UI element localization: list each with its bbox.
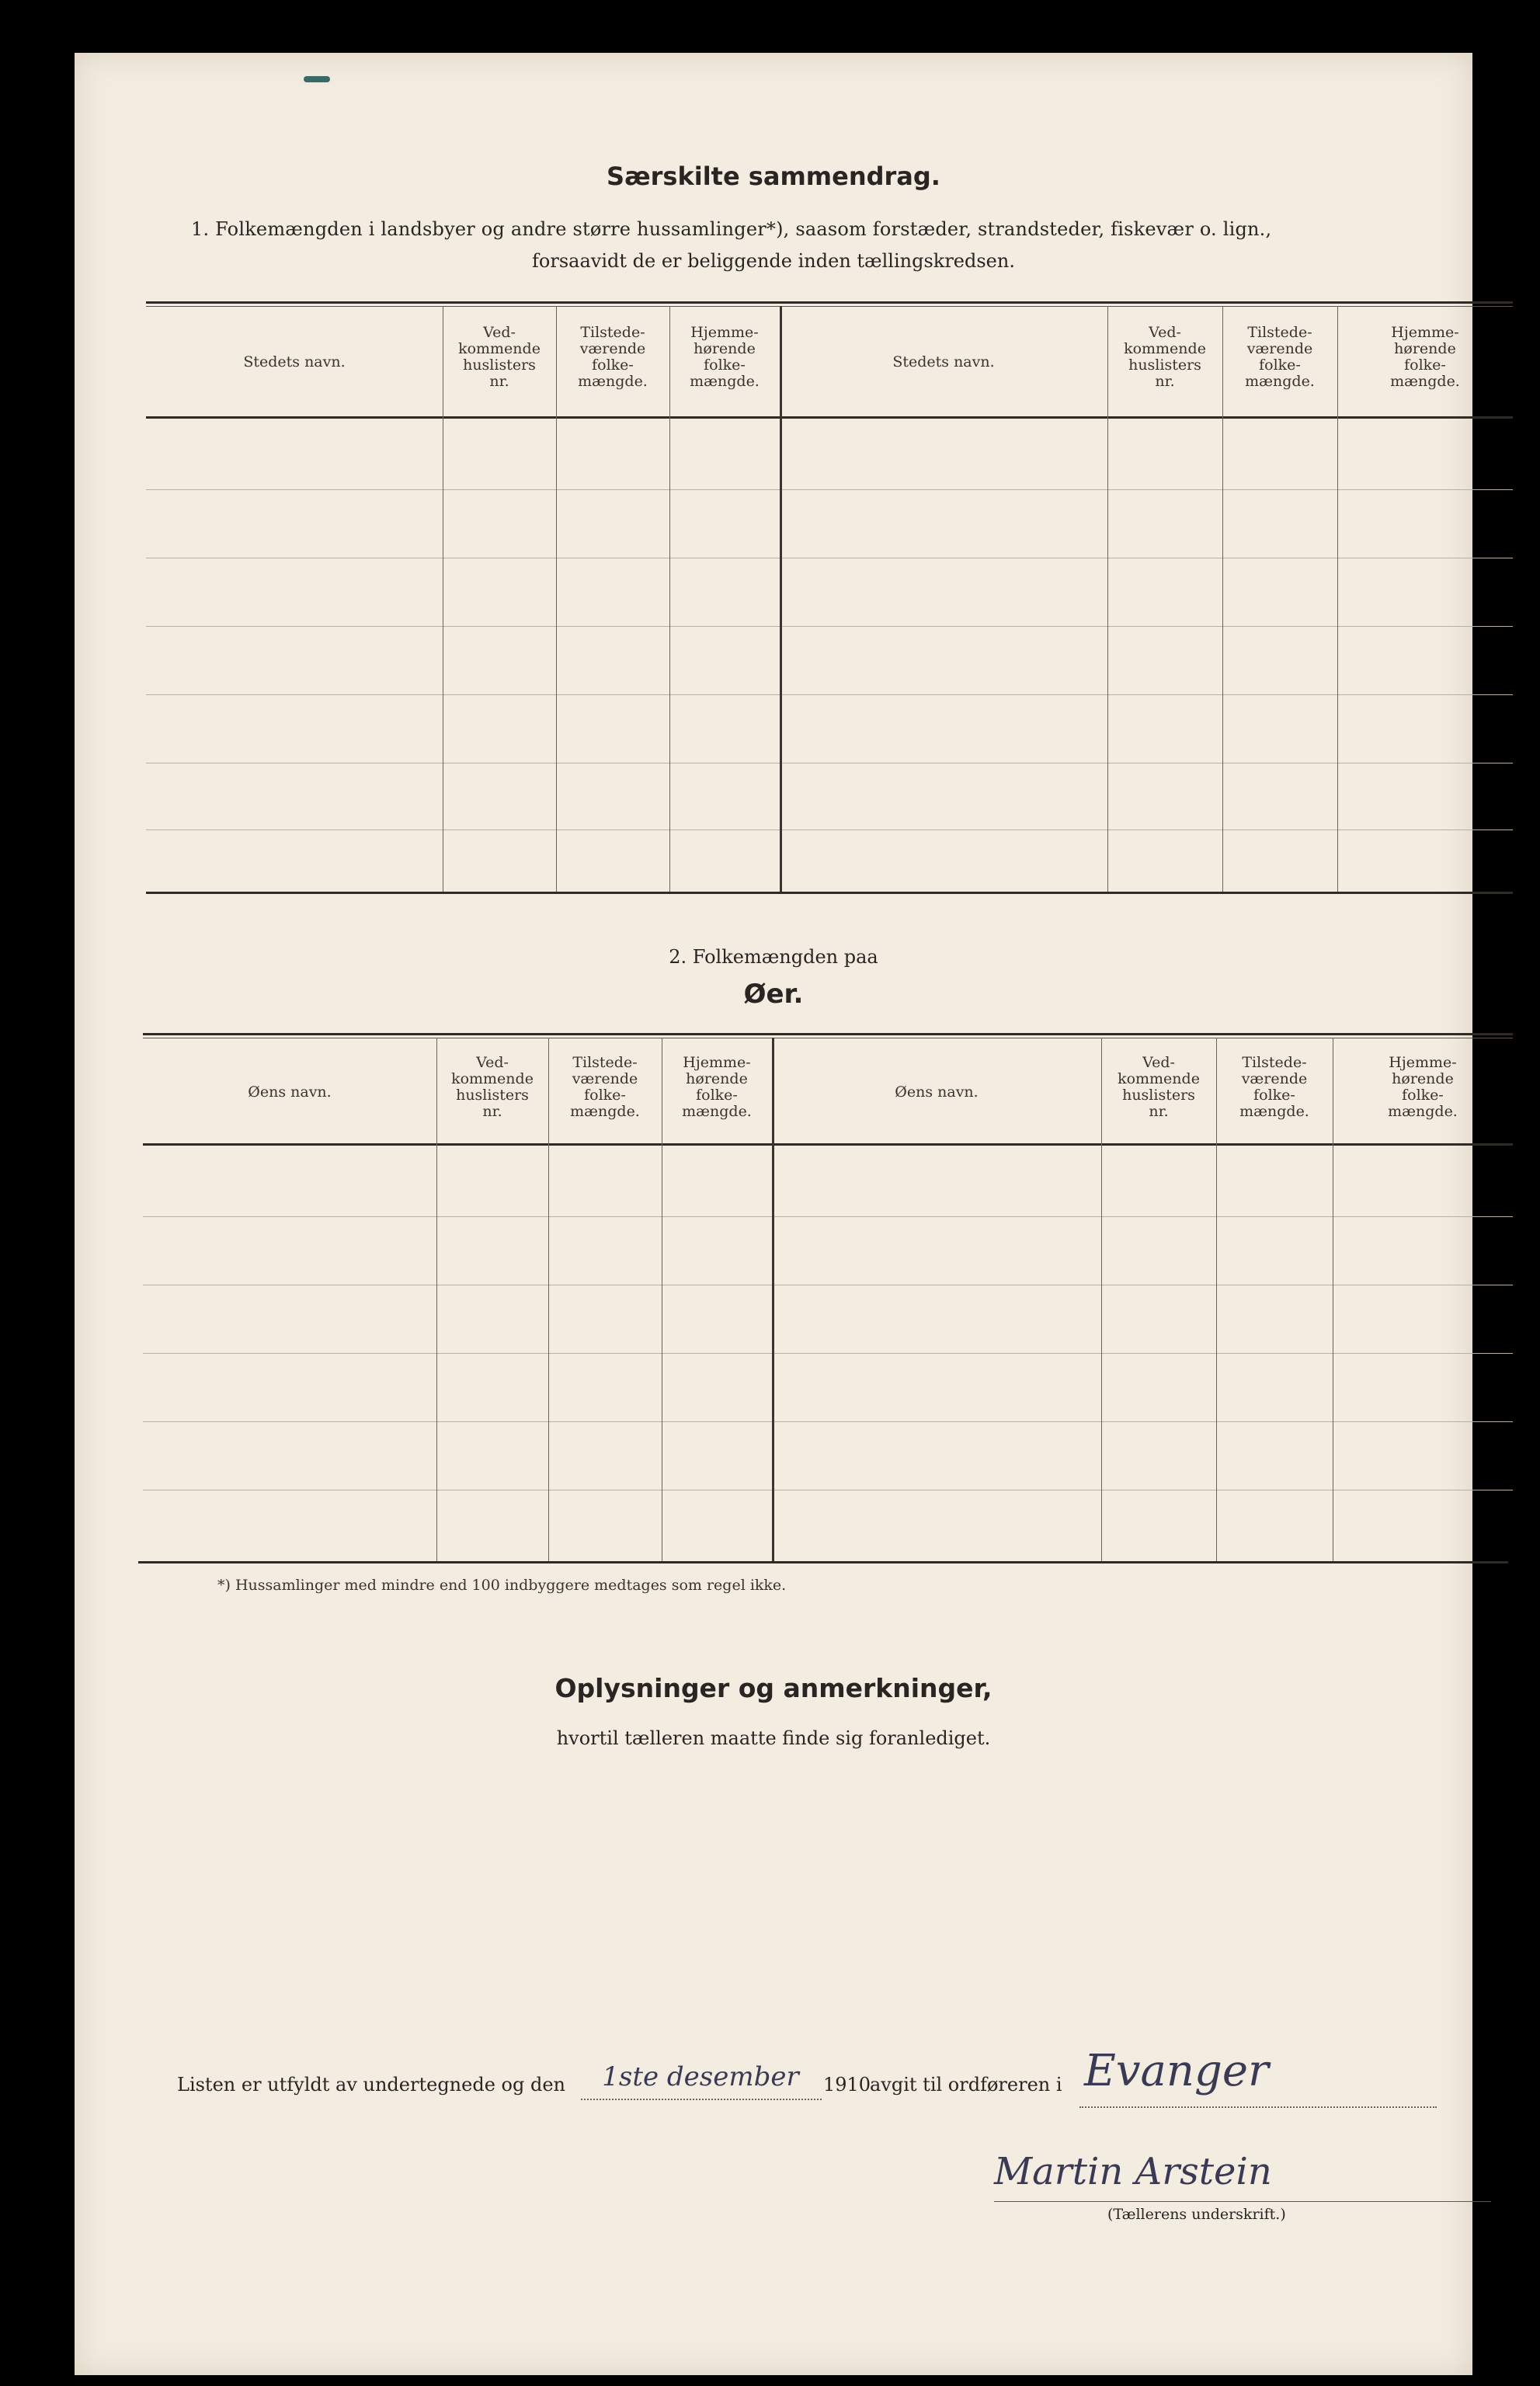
t1-col-resident-right-l1: Hjemme- bbox=[1391, 324, 1459, 341]
t2-col-resident-right-l4: mængde. bbox=[1388, 1103, 1458, 1120]
t2-col-present-right-l2: værende bbox=[1241, 1070, 1308, 1087]
t2-col-resident-right-l2: hørende bbox=[1392, 1070, 1454, 1087]
t1-col-present-right bbox=[1222, 325, 1337, 390]
t2-col-list-left-l2: kommende bbox=[451, 1070, 534, 1087]
remarks-subtitle: hvortil tælleren maatte finde sig foranlediget. bbox=[556, 1727, 991, 1749]
t1-col-present-left-l1: Tilstede- bbox=[580, 324, 645, 341]
t1-col-list-right-l3: huslisters bbox=[1128, 357, 1201, 374]
completion-statement: Listen er utfyldt av undertegnede og den bbox=[177, 2074, 566, 2096]
t2-col-present-right bbox=[1216, 1055, 1333, 1120]
municipality-handwritten: Evanger bbox=[1084, 2046, 1269, 2096]
ink-mark bbox=[304, 76, 330, 82]
t2-col-present-right-l3: folke- bbox=[1253, 1087, 1295, 1104]
t2-col-present-right-l1: Tilstede- bbox=[1242, 1054, 1307, 1071]
t2-col-present-right-l4: mængde. bbox=[1239, 1103, 1309, 1120]
t2-col-resident-right-l1: Hjemme- bbox=[1389, 1054, 1457, 1071]
t1-col-present-left-l2: værende bbox=[579, 340, 646, 357]
t1-col-present-right-l1: Tilstede- bbox=[1247, 324, 1312, 341]
t2-col-present-left-l1: Tilstede- bbox=[572, 1054, 638, 1071]
t2-col-list-left bbox=[436, 1055, 548, 1120]
t1-col-resident-left-l3: folke- bbox=[704, 357, 746, 374]
t1-col-list-right-l2: kommende bbox=[1124, 340, 1206, 357]
t2-col-resident-left-l2: hørende bbox=[686, 1070, 748, 1087]
enumerator-signature: Martin Arstein bbox=[994, 2150, 1272, 2193]
t1-col-list-left-l3: huslisters bbox=[463, 357, 536, 374]
t2-col-present-left-l4: mængde. bbox=[570, 1103, 640, 1120]
date-handwritten: 1ste desember bbox=[602, 2061, 799, 2092]
t1-col-resident-right-l3: folke- bbox=[1404, 357, 1446, 374]
t1-col-present-right-l2: værende bbox=[1246, 340, 1313, 357]
signature-caption: (Tællerens underskrift.) bbox=[1107, 2206, 1286, 2223]
t1-col-list-right bbox=[1107, 325, 1222, 390]
t1-col-list-left-l4: nr. bbox=[489, 373, 509, 390]
t1-col-present-right-l3: folke- bbox=[1259, 357, 1301, 374]
t2-col-list-right-l1: Ved- bbox=[1142, 1054, 1175, 1071]
t1-col-list-right-l4: nr. bbox=[1155, 373, 1175, 390]
t1-col-resident-right-l2: hørende bbox=[1394, 340, 1456, 357]
t1-col-resident-right-l4: mængde. bbox=[1390, 373, 1460, 390]
t1-col-resident-left bbox=[669, 325, 780, 390]
t2-col-present-left-l2: værende bbox=[572, 1070, 638, 1087]
t2-col-list-right-l3: huslisters bbox=[1122, 1087, 1195, 1104]
t2-col-list-right bbox=[1101, 1055, 1216, 1120]
t2-col-list-left-l4: nr. bbox=[482, 1103, 502, 1120]
t1-col-present-left-l3: folke- bbox=[592, 357, 634, 374]
section1-heading: 1. Folkemængden i landsbyer og andre større hussamlinger*), saasom forstæder, strandsteder, fiskevær o. lign., bbox=[191, 218, 1272, 240]
t2-col-list-left-l3: huslisters bbox=[456, 1087, 529, 1104]
t2-col-resident-right bbox=[1333, 1055, 1513, 1120]
footnote: *) Hussamlinger med mindre end 100 indbyggere medtages som regel ikke. bbox=[217, 1577, 787, 1594]
census-form-page bbox=[75, 53, 1472, 2375]
t1-col-list-left-l1: Ved- bbox=[483, 324, 516, 341]
t2-col-present-left bbox=[548, 1055, 662, 1120]
t2-col-place-left: Øens navn. bbox=[248, 1083, 332, 1101]
t2-col-resident-left-l4: mængde. bbox=[682, 1103, 752, 1120]
t1-col-resident-left-l2: hørende bbox=[694, 340, 756, 357]
t1-col-list-right-l1: Ved- bbox=[1149, 324, 1181, 341]
t2-col-place-right: Øens navn. bbox=[895, 1083, 979, 1101]
t2-col-list-left-l1: Ved- bbox=[476, 1054, 509, 1071]
t1-col-resident-right bbox=[1337, 325, 1513, 390]
t1-col-resident-left-l1: Hjemme- bbox=[690, 324, 759, 341]
t2-col-resident-left-l3: folke- bbox=[696, 1087, 738, 1104]
section2-heading: 2. Folkemængden paa bbox=[669, 946, 878, 968]
t1-col-place-left: Stedets navn. bbox=[243, 353, 346, 370]
t2-col-list-right-l2: kommende bbox=[1118, 1070, 1200, 1087]
section2-title: Øer. bbox=[743, 979, 804, 1010]
t2-col-present-left-l3: folke- bbox=[584, 1087, 626, 1104]
t2-col-resident-left bbox=[662, 1055, 772, 1120]
completion-statement-middle: avgit til ordføreren i bbox=[870, 2074, 1062, 2096]
page-title: Særskilte sammendrag. bbox=[607, 162, 940, 191]
t1-col-present-left-l4: mængde. bbox=[578, 373, 648, 390]
t1-col-list-left bbox=[443, 325, 556, 390]
t1-col-resident-left-l4: mængde. bbox=[690, 373, 760, 390]
census-year: 1910 bbox=[823, 2074, 871, 2096]
t2-col-resident-right-l3: folke- bbox=[1402, 1087, 1444, 1104]
t2-col-resident-left-l1: Hjemme- bbox=[683, 1054, 751, 1071]
t1-col-present-left bbox=[556, 325, 669, 390]
remarks-title: Oplysninger og anmerkninger, bbox=[554, 1673, 992, 1703]
t2-col-list-right-l4: nr. bbox=[1149, 1103, 1169, 1120]
t1-col-place-right: Stedets navn. bbox=[892, 353, 995, 370]
t1-col-present-right-l4: mængde. bbox=[1245, 373, 1315, 390]
t1-col-list-left-l2: kommende bbox=[458, 340, 541, 357]
section1-subheading: forsaavidt de er beliggende inden tællingskredsen. bbox=[532, 250, 1015, 272]
